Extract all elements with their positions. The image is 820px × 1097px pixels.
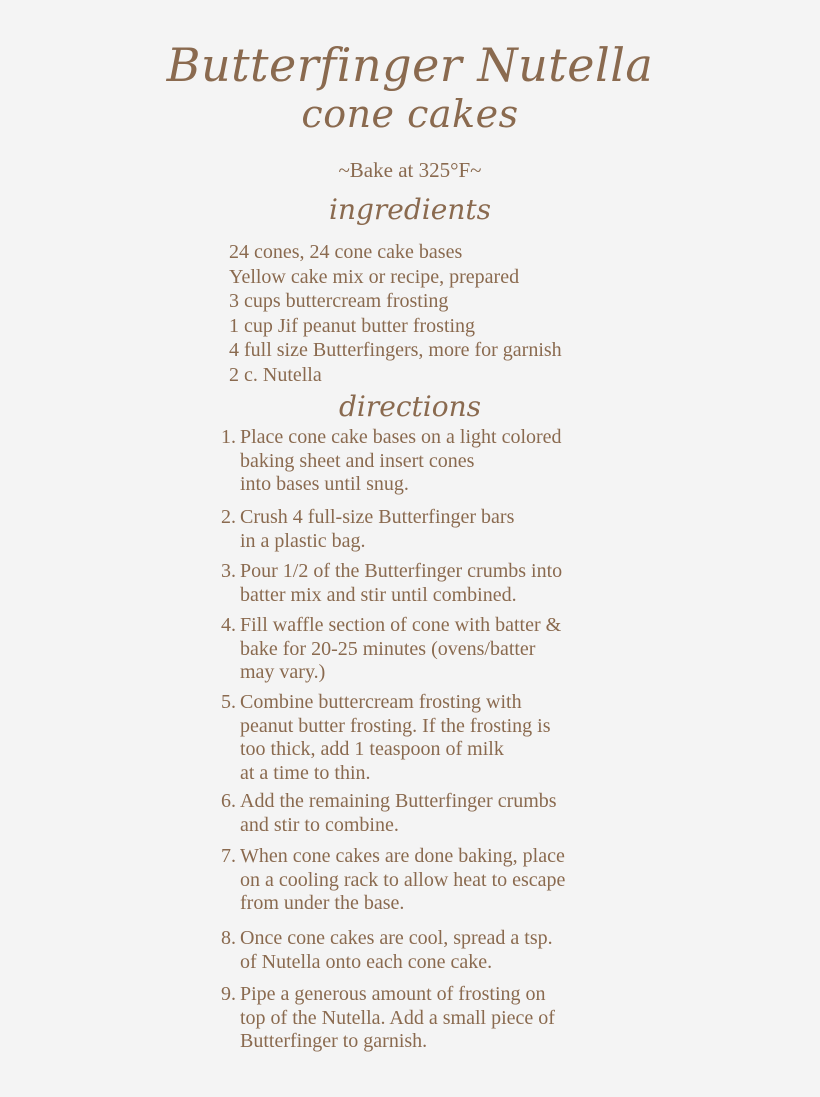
step-line: peanut butter frosting. If the frosting is [240, 714, 551, 737]
bake-temperature-note: ~Bake at 325°F~ [338, 158, 482, 182]
step-line: too thick, add 1 teaspoon of milk [240, 738, 504, 760]
ingredient-item: 2 c. Nutella [229, 363, 322, 386]
direction-step [212, 927, 553, 974]
step-number: 3. [221, 560, 236, 582]
step-line: top of the Nutella. Add a small piece of [240, 1006, 555, 1029]
step-line: of Nutella onto each cone cake. [240, 950, 493, 973]
step-line: and stir to combine. [240, 813, 399, 836]
step-line: may vary.) [240, 661, 326, 683]
step-line: in a plastic bag. [240, 529, 366, 552]
ingredient-item: Yellow cake mix or recipe, prepared [229, 265, 520, 288]
step-line: baking sheet and insert cones [240, 449, 475, 472]
step-line: Butterfinger to garnish. [240, 1030, 428, 1052]
ingredient-item: 4 full size Butterfingers, more for garnish [229, 339, 562, 361]
step-line: Place cone cake bases on a light colored [240, 426, 562, 448]
step-number: 4. [221, 614, 236, 636]
directions-heading: directions [339, 390, 481, 423]
ingredients-heading: ingredients [329, 193, 491, 226]
direction-step [212, 845, 565, 916]
step-number: 5. [221, 691, 236, 713]
direction-step [212, 560, 562, 607]
direction-step [212, 506, 514, 553]
step-line: batter mix and stir until combined. [240, 583, 517, 606]
step-number: 1. [221, 426, 236, 448]
step-number: 9. [221, 983, 236, 1005]
step-line: Combine buttercream frosting with [240, 691, 522, 713]
ingredient-item: 1 cup Jif peanut butter frosting [229, 314, 476, 337]
step-line: into bases until snug. [240, 473, 409, 495]
step-line: at a time to thin. [240, 761, 371, 784]
step-line: When cone cakes are done baking, place [240, 845, 565, 867]
step-line: Pour 1/2 of the Butterfinger crumbs into [240, 560, 563, 582]
ingredient-item: 3 cups buttercream frosting [229, 290, 449, 312]
ingredient-item: 24 cones, 24 cone cake bases [229, 241, 463, 263]
step-line: from under the base. [240, 892, 405, 914]
recipe-title: Butterfinger Nutella [166, 38, 654, 92]
step-line: bake for 20-25 minutes (ovens/batter [240, 637, 536, 660]
step-number: 7. [221, 845, 236, 867]
step-line: Pipe a generous amount of frosting on [240, 983, 546, 1005]
direction-step [212, 614, 561, 685]
direction-step [212, 426, 562, 497]
step-line: Fill waffle section of cone with batter & [240, 614, 562, 636]
direction-step [212, 983, 555, 1054]
step-line: Crush 4 full-size Butterfinger bars [240, 506, 515, 528]
recipe-subtitle: cone cakes [301, 92, 519, 136]
step-number: 6. [221, 790, 236, 812]
step-line: on a cooling rack to allow heat to escape [240, 868, 566, 891]
step-number: 2. [221, 506, 236, 528]
step-line: Once cone cakes are cool, spread a tsp. [240, 927, 553, 949]
direction-step [212, 691, 551, 785]
ingredients-list [229, 240, 562, 387]
step-line: Add the remaining Butterfinger crumbs [240, 790, 557, 812]
direction-step [212, 790, 557, 837]
step-number: 8. [221, 927, 236, 949]
